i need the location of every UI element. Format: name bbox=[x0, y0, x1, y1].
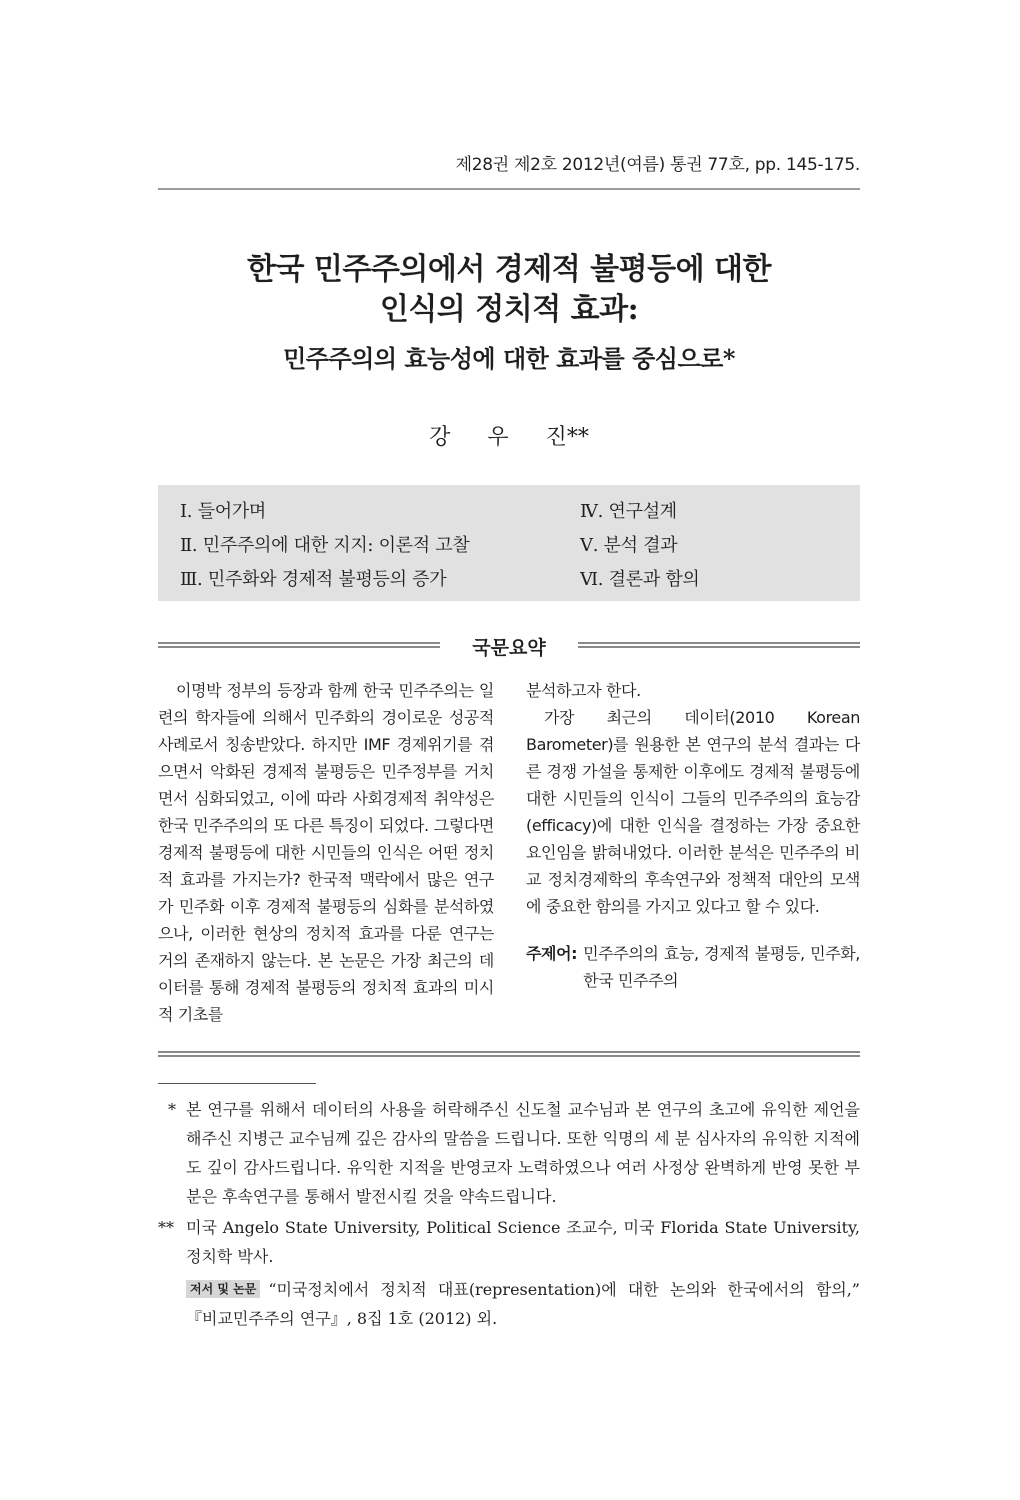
footnote-author bbox=[158, 1213, 860, 1271]
abstract-paragraph-1: 이명박 정부의 등장과 함께 한국 민주주의는 일련의 학자들에 의해서 민주화의 경이로운 성공적 사례로서 칭송받았다. 하지만 IMF 경제위기를 겪으면서 악화된 경제적 불평등은 민주정부를 거치면서 심화되었고, 이에 따라 사회경제적 취약성은 한국 민주주의의 또 다른 특징이 되었다. 그렇다면 경제적 불평등에 대한 시민들의 인식은 어떤 정치적 효과를 가지는가? 한국적 맥락에서 많은 연구가 민주화 이후 경제적 불평등의 심화를 분석하였으나, 이러한 현상의 정치적 효과를 다룬 연구는 거의 존재하지 않는다. 본 논문은 가장 최근의 데이터를 통해 경제적 불평등의 정치적 효과의 미시적 기초를 bbox=[158, 681, 494, 1024]
abstract-column-right bbox=[526, 677, 860, 994]
toc-item-4: Ⅳ. 연구설계 bbox=[580, 501, 677, 522]
footnote-mark-1: * bbox=[168, 1100, 176, 1119]
abstract-heading-rule-right bbox=[578, 642, 860, 648]
toc-item-6: Ⅵ. 결론과 함의 bbox=[580, 569, 700, 590]
keywords-label: 주제어: bbox=[526, 944, 578, 963]
table-of-contents bbox=[158, 485, 860, 601]
author-name: 강 우 진 bbox=[429, 425, 567, 450]
author-works bbox=[158, 1275, 860, 1333]
journal-citation: 제28권 제2호 2012년(여름) 통권 77호, pp. 145-175. bbox=[455, 155, 860, 175]
footnote-mark-2: ** bbox=[158, 1218, 174, 1237]
subtitle: 민주주의의 효능성에 대한 효과를 중심으로* bbox=[283, 344, 735, 373]
author-line bbox=[158, 420, 860, 451]
toc-item-2: Ⅱ. 민주주의에 대한 지지: 이론적 고찰 bbox=[180, 535, 470, 556]
author-footnote-mark: ** bbox=[566, 425, 589, 450]
article-title-block bbox=[158, 250, 860, 376]
footnote-separator bbox=[158, 1083, 316, 1084]
keywords-line bbox=[526, 940, 860, 994]
toc-item-5: Ⅴ. 분석 결과 bbox=[580, 535, 678, 556]
header-divider bbox=[158, 188, 860, 190]
footnotes bbox=[158, 1095, 860, 1333]
toc-item-3: Ⅲ. 민주화와 경제적 불평등의 증가 bbox=[180, 569, 447, 590]
abstract-heading-rule-left bbox=[158, 642, 440, 648]
footnote-text-2: 미국 Angelo State University, Political Science 조교수, 미국 Florida State University, 정치학 박사. bbox=[186, 1218, 860, 1266]
title-line-2: 인식의 정치적 효과: bbox=[379, 292, 639, 327]
abstract-heading: 국문요약 bbox=[472, 637, 546, 659]
abstract-bottom-rule bbox=[158, 1051, 860, 1057]
works-label-badge: 저서 및 논문 bbox=[186, 1280, 260, 1298]
footnote-text-1: 본 연구를 위해서 데이터의 사용을 허락해주신 신도철 교수님과 본 연구의 초고에 유익한 제언을 해주신 지병근 교수님께 깊은 감사의 말씀을 드립니다. 또한 익명의 세 분 심사자의 유익한 지적에도 깊이 감사드립니다. 유익한 지적을 반영코자 노력하였으나 여러 사정상 완벽하게 반영 못한 부분은 후속연구를 통해서 발전시킬 것을 약속드립니다. bbox=[186, 1100, 860, 1206]
abstract-paragraph-2: 가장 최근의 데이터(2010 Korean Barometer)를 원용한 본 연구의 분석 결과는 다른 경쟁 가설을 통제한 이후에도 경제적 불평등에 대한 시민들의 인식이 그들의 민주주의의 효능감(efficacy)에 대한 인식을 결정하는 가장 중요한 요인임을 밝혀내었다. 이러한 분석은 민주주의 비교 정치경제학의 후속연구와 정책적 대안의 모색에 중요한 함의를 가지고 있다고 할 수 있다. bbox=[526, 708, 860, 916]
keywords-text: 민주주의의 효능, 경제적 불평등, 민주화, 한국 민주주의 bbox=[583, 944, 860, 990]
abstract-heading-bar bbox=[158, 633, 860, 657]
title-line-1: 한국 민주주의에서 경제적 불평등에 대한 bbox=[247, 252, 771, 287]
footnote-acknowledgement bbox=[158, 1095, 860, 1211]
abstract-column-left bbox=[158, 677, 494, 1028]
abstract-paragraph-1-continued: 분석하고자 한다. bbox=[526, 681, 641, 700]
toc-item-1: Ⅰ. 들어가며 bbox=[180, 501, 267, 522]
works-text: “미국정치에서 정치적 대표(representation)에 대한 논의와 한국에서의 함의,” 『비교민주주의 연구』, 8집 1호 (2012) 외. bbox=[186, 1280, 860, 1328]
